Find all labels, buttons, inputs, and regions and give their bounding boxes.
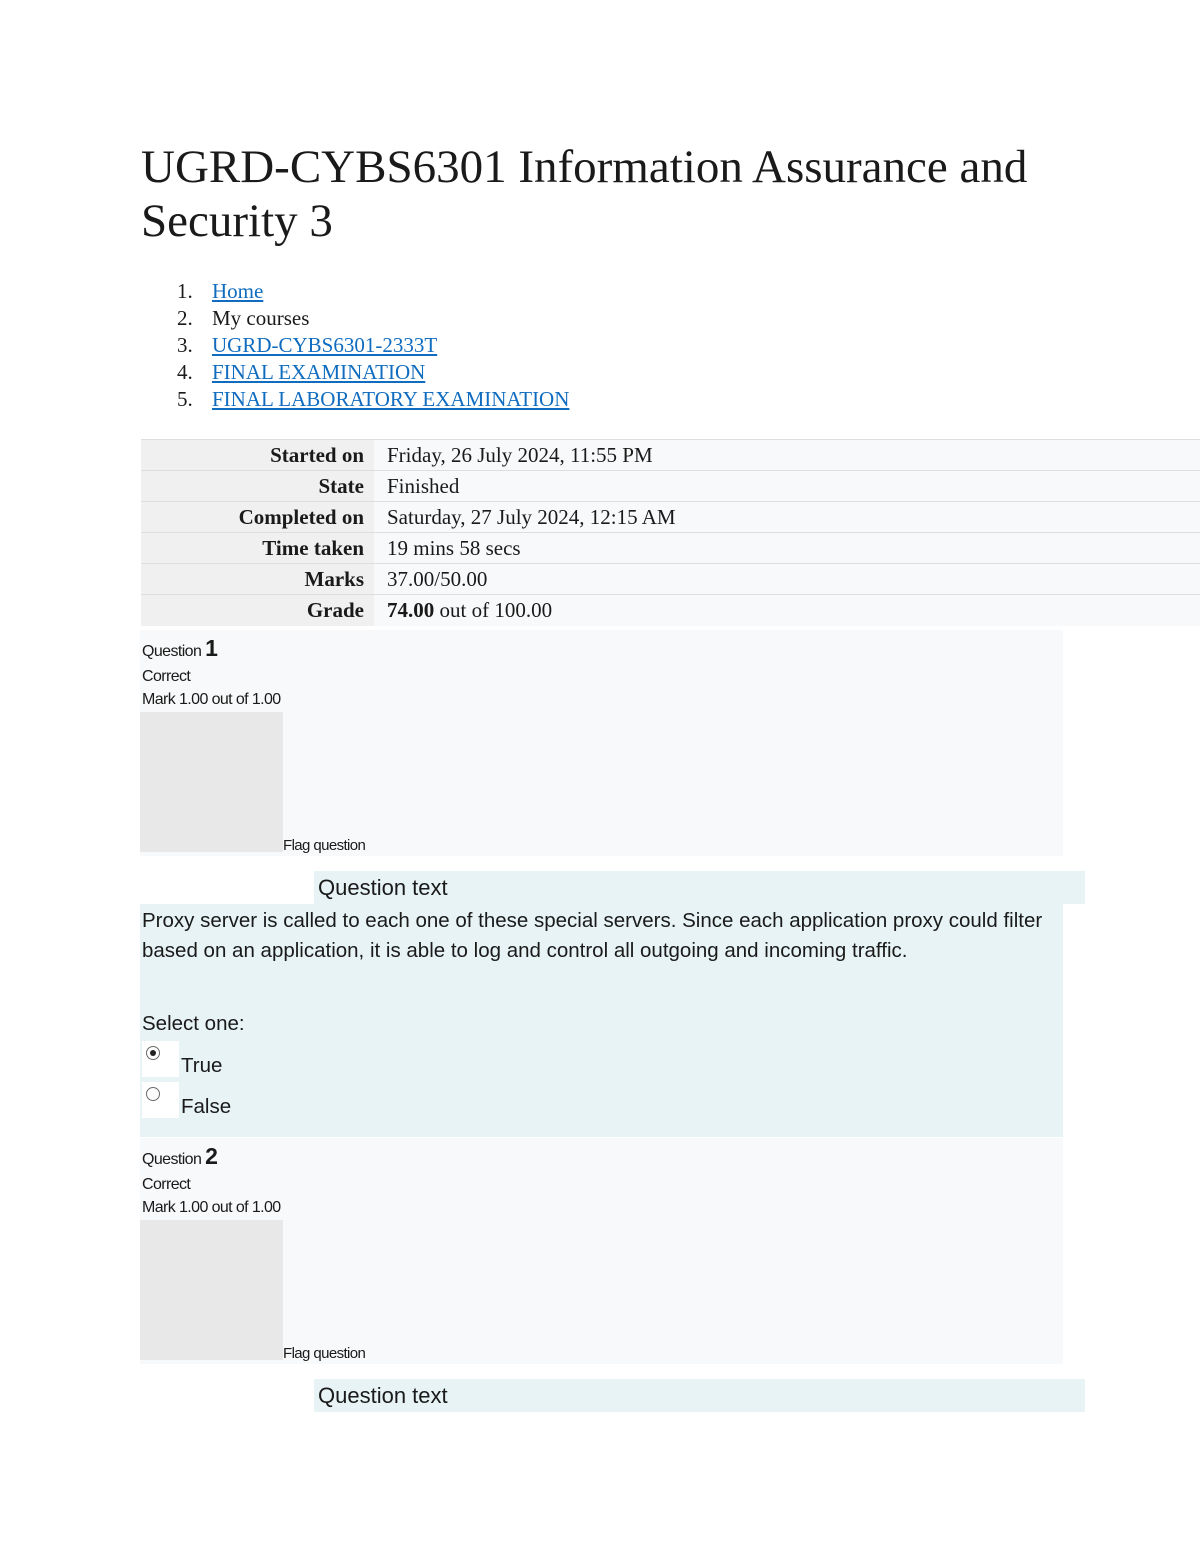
question-2-info [140,1138,1063,1364]
breadcrumb-number: 1. [177,279,193,303]
summary-value: Saturday, 27 July 2024, 12:15 AM [374,502,1200,533]
summary-row-marks [141,564,1200,595]
question-state: Correct [142,1176,191,1193]
page-title: UGRD-CYBS6301 Information Assurance and Security 3 [141,141,1028,247]
question-1-content [140,904,1063,1137]
question-1-info [140,630,1063,856]
summary-label: Time taken [141,533,374,564]
flag-question-link[interactable]: Flag question [283,1345,366,1362]
question-state: Correct [142,668,191,685]
breadcrumb-number: 4. [177,360,193,384]
breadcrumb-link-home[interactable]: Home [212,279,264,303]
question-label: Question [142,1151,206,1168]
summary-row-started-on [141,440,1200,471]
breadcrumb-text-my-courses: My courses [212,306,310,330]
question-number: 1 [205,635,218,661]
attempt-summary-table [141,439,1200,626]
question-mark: Mark 1.00 out of 1.00 [142,1199,281,1216]
summary-label: Marks [141,564,374,595]
breadcrumb-item-course [141,332,569,359]
select-one-prompt: Select one: [142,1012,245,1035]
question-number-line [142,635,217,665]
breadcrumb-number: 5. [177,387,193,411]
question-text-heading: Question text [318,1383,448,1408]
breadcrumb-item-home [141,278,569,305]
summary-row-time-taken [141,533,1200,564]
summary-label: Started on [141,440,374,471]
grade-score: 74.00 [387,597,435,622]
radio-background [142,1041,179,1077]
summary-row-state [141,471,1200,502]
breadcrumb-item-final-examination [141,359,569,386]
breadcrumb-link-final-lab-examination[interactable]: FINAL LABORATORY EXAMINATION [212,387,570,411]
question-1-text-header [314,871,1085,904]
grade-out-of: out of 100.00 [434,597,553,622]
question-number-line [142,1143,217,1173]
breadcrumb-item-my-courses [141,305,569,332]
breadcrumb-number: 3. [177,333,193,357]
question-number: 2 [205,1143,218,1169]
question-label: Question [142,643,206,660]
flag-icon[interactable] [140,712,283,852]
summary-value: 37.00/50.00 [374,564,1200,595]
question-mark: Mark 1.00 out of 1.00 [142,691,281,708]
question-2-text-header [314,1379,1085,1412]
summary-value: Finished [374,471,1200,502]
breadcrumb [141,278,569,413]
question-text-heading: Question text [318,875,448,900]
flag-question-link[interactable]: Flag question [283,837,366,854]
radio-background [142,1082,179,1118]
answer-label[interactable]: False [181,1095,232,1118]
summary-value: Friday, 26 July 2024, 11:55 PM [374,440,1200,471]
summary-label: Completed on [141,502,374,533]
summary-row-completed-on [141,502,1200,533]
breadcrumb-link-final-examination[interactable]: FINAL EXAMINATION [212,360,426,384]
flag-icon[interactable] [140,1220,283,1360]
answer-label[interactable]: True [181,1054,223,1077]
radio-unchecked-icon[interactable] [146,1087,160,1101]
breadcrumb-number: 2. [177,306,193,330]
radio-checked-icon[interactable] [146,1046,160,1060]
summary-value: 19 mins 58 secs [374,533,1200,564]
summary-row-grade [141,595,1200,626]
summary-value [374,595,1200,626]
breadcrumb-link-course[interactable]: UGRD-CYBS6301-2333T [212,333,438,357]
breadcrumb-item-final-lab-examination [141,386,569,413]
summary-label: Grade [141,595,374,626]
summary-label: State [141,471,374,502]
question-text: Proxy server is called to each one of these special servers. Since each application proxy could filter based on an application, it is able to log and control all outgoing and incoming traffic. [142,909,1043,962]
